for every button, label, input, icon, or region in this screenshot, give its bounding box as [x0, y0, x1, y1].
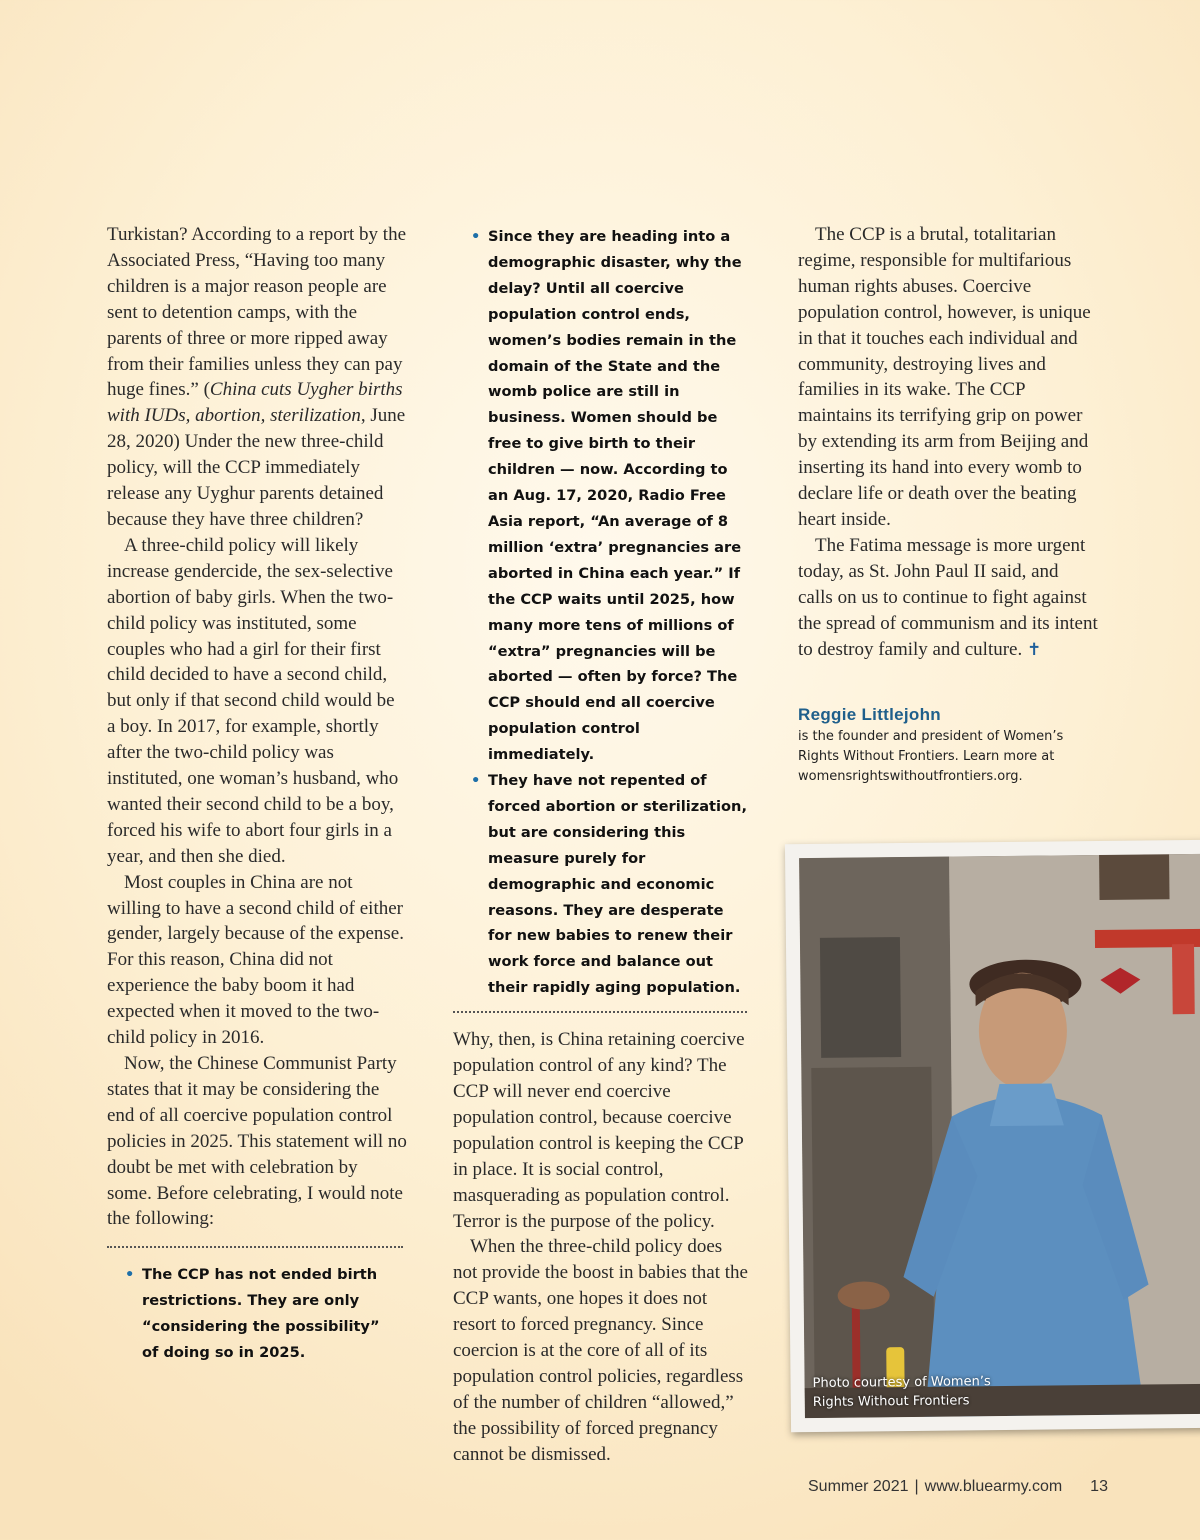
column-1 [107, 222, 407, 1366]
bullet-icon: • [471, 228, 481, 245]
body-paragraph: Why, then, is China retaining coercive population control of any kind? The CCP will never end coercive population control, because coercive population control is keeping the CCP in place. It is social control, masquerading as population control. Terror is the purpose of the policy. [453, 1029, 745, 1232]
photo-frame [785, 840, 1200, 1432]
photo-image [799, 854, 1200, 1418]
body-paragraph: The Fatima message is more urgent today, as St. John Paul II said, and calls on us to continue to fight against the spread of communism and its intent to destroy family and culture. ✝ [798, 534, 1098, 660]
column-3 [798, 222, 1098, 787]
photo-caption: Photo courtesy of Women’s Rights Without Frontiers [812, 1374, 991, 1411]
page-footer [808, 1478, 1108, 1496]
body-paragraph: Turkistan? According to a report by the Associated Press, “Having too many children is a major reason people are sent to detention camps, with the parents of three or more ripped away from their families unless they can pay huge fines.” (China cuts Uygher births with IUDs, abortion, sterilization, June 28, 2020) Under the new three-child policy, will the CCP immediately release any Uyghur parents detained because they have three children? [107, 224, 407, 530]
photo-illustration [799, 854, 1200, 1418]
bullet-item: • The CCP has not ended birth restrictions. They are only “considering the possibility” of doing so in 2025. [107, 1262, 389, 1366]
column-2 [453, 224, 753, 1468]
bullet-item: • They have not repented of forced abortion or sterilization, but are considering this measure purely for demographic and economic reasons. They are desperate for new babies to renew their work force and balance out their rapidly aging population. [453, 768, 749, 1001]
issue-label: Summer 2021 [808, 1478, 909, 1495]
bullet-list [107, 1262, 389, 1366]
bullet-list [453, 224, 749, 1001]
author-name: Reggie Littlejohn [798, 705, 941, 725]
bullet-item: • Since they are heading into a demographic disaster, why the delay? Until all coercive population control ends, women’s bodies remain in the domain of the State and the womb police are still in business. Women should be free to give birth to their children — now. According to an Aug. 17, 2020, Radio Free Asia report, “An average of 8 million ‘extra’ pregnancies are aborted in China each year.” If the CCP waits until 2025, how many more tens of millions of “extra” pregnancies will be aborted — often by force? The CCP should end all coercive population control immediately. [453, 224, 749, 768]
body-paragraph: Now, the Chinese Communist Party states that it may be considering the end of all coercive population control policies in 2025. This statement will no doubt be met with celebration by some. Before celebrating, I would note the following: [107, 1053, 407, 1230]
website-link[interactable]: www.bluearmy.com [924, 1478, 1063, 1495]
citation-title: China cuts Uygher births with IUDs, abortion, sterilization [107, 379, 403, 427]
footer-separator: | [914, 1478, 919, 1495]
author-bio: is the founder and president of Women’s Rights Without Frontiers. Learn more at womensrightswithoutfrontiers.org. [798, 729, 1064, 785]
page-number: 13 [1090, 1478, 1108, 1495]
bullet-icon: • [125, 1266, 135, 1284]
bullet-icon: • [471, 772, 481, 790]
body-paragraph: The CCP is a brutal, totalitarian regime, responsible for multifarious human rights abuses. Coercive population control, however, is unique in that it touches each individual and community, destroying lives and families in its wake. The CCP maintains its terrifying grip on power by extending its arm from Beijing and inserting its hand into every womb to declare life or death over the beating heart inside. [798, 224, 1091, 530]
dotted-divider [453, 1011, 747, 1013]
cross-icon: ✝ [1027, 639, 1042, 660]
body-paragraph: When the three-child policy does not provide the boost in babies that the CCP wants, one hopes it does not resort to forced pregnancy. Since coercion is at the core of all of its population control policies, regardless of the number of children “allowed,” the possibility of forced pregnancy cannot be dismissed. [453, 1236, 748, 1465]
body-paragraph: A three-child policy will likely increase gendercide, the sex-selective abortion of baby girls. When the two-child policy was instituted, some couples who had a girl for their first child decided to have a second child, but only if that second child would be a boy. In 2017, for example, shortly after the two-child policy was instituted, one woman’s husband, who wanted their second child to be a boy, forced his wife to abort four girls in a year, and then she died. [107, 534, 399, 867]
body-paragraph: Most couples in China are not willing to have a second child of either gender, largely because of the expense. For this reason, China did not experience the baby boom it had expected when it moved to the two-child policy in 2016. [107, 871, 404, 1049]
dotted-divider [107, 1246, 403, 1248]
column-2-text [453, 1027, 749, 1467]
